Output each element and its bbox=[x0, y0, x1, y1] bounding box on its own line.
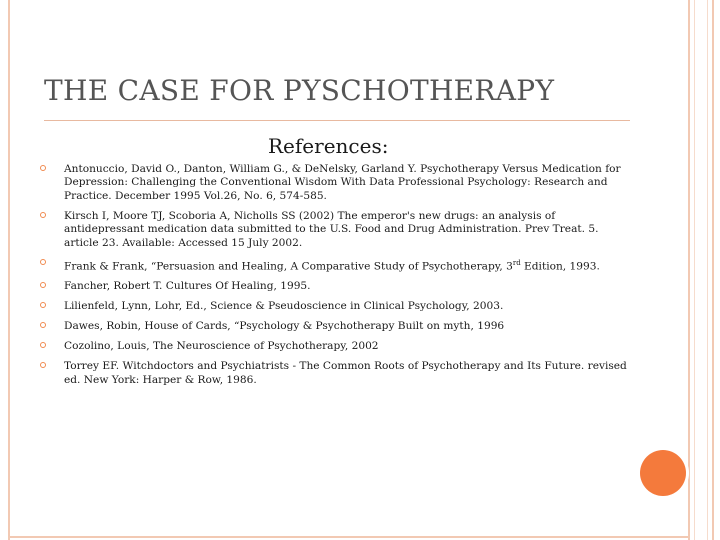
reference-text: Lilienfeld, Lynn, Lohr, Ed., Science & Pseudoscience in Clinical Psychology, 2003. bbox=[64, 300, 504, 313]
reference-item bbox=[40, 280, 630, 293]
reference-text: Torrey EF. Witchdoctors and Psychiatrists - The Common Roots of Psychotherapy and Its Future. revised ed. New York: Harper & Row, 1986. bbox=[64, 360, 627, 386]
reference-item bbox=[40, 210, 630, 250]
reference-item bbox=[40, 340, 630, 353]
reference-text: Kirsch I, Moore TJ, Scoboria A, Nicholls SS (2002) The emperor's new drugs: an analysis of antidepressant medication data submitted to the U.S. Food and Drug Administration. Prev Treat. 5. article 23. Available: Accessed 15 July 2002. bbox=[64, 209, 599, 249]
slide-title: THE CASE FOR PYSCHOTHERAPY bbox=[44, 74, 555, 107]
reference-item bbox=[40, 360, 630, 387]
reference-item bbox=[40, 257, 630, 274]
bullet-ring-icon bbox=[40, 259, 46, 265]
reference-superscript: rd bbox=[512, 258, 521, 267]
reference-item bbox=[40, 320, 630, 333]
references-heading: References: bbox=[268, 134, 389, 158]
title-divider bbox=[44, 120, 630, 121]
bullet-ring-icon bbox=[40, 322, 46, 328]
reference-text: Cozolino, Louis, The Neuroscience of Psychotherapy, 2002 bbox=[64, 340, 379, 353]
reference-text: Dawes, Robin, House of Cards, “Psychology & Psychotherapy Built on myth, 1996 bbox=[64, 320, 505, 333]
bullet-ring-icon bbox=[40, 302, 46, 308]
bullet-ring-icon bbox=[40, 362, 46, 368]
references-list bbox=[40, 163, 630, 394]
slide-frame-left bbox=[8, 0, 10, 540]
bullet-ring-icon bbox=[40, 342, 46, 348]
reference-text: Fancher, Robert T. Cultures Of Healing, 1995. bbox=[64, 280, 311, 293]
slide-frame-right-inner-band bbox=[694, 0, 708, 540]
bullet-ring-icon bbox=[40, 165, 46, 171]
bullet-ring-icon bbox=[40, 282, 46, 288]
reference-text: Frank & Frank, “Persuasion and Healing, A Comparative Study of Psychotherapy, 3 bbox=[64, 260, 513, 273]
reference-item bbox=[40, 163, 630, 203]
reference-item bbox=[40, 300, 630, 313]
bullet-ring-icon bbox=[40, 212, 46, 218]
reference-text-continued: Edition, 1993. bbox=[520, 260, 600, 273]
slide-frame-bottom bbox=[8, 536, 688, 538]
reference-text: Antonuccio, David O., Danton, William G., & DeNelsky, Garland Y. Psychotherapy Versus Medication for Depression: Challenging the Conventional Wisdom With Data Professional Psychology: Research and Practice. December 1995 Vol.26, No. 6, 574-585. bbox=[64, 163, 621, 202]
decorative-orange-circle bbox=[640, 450, 686, 496]
